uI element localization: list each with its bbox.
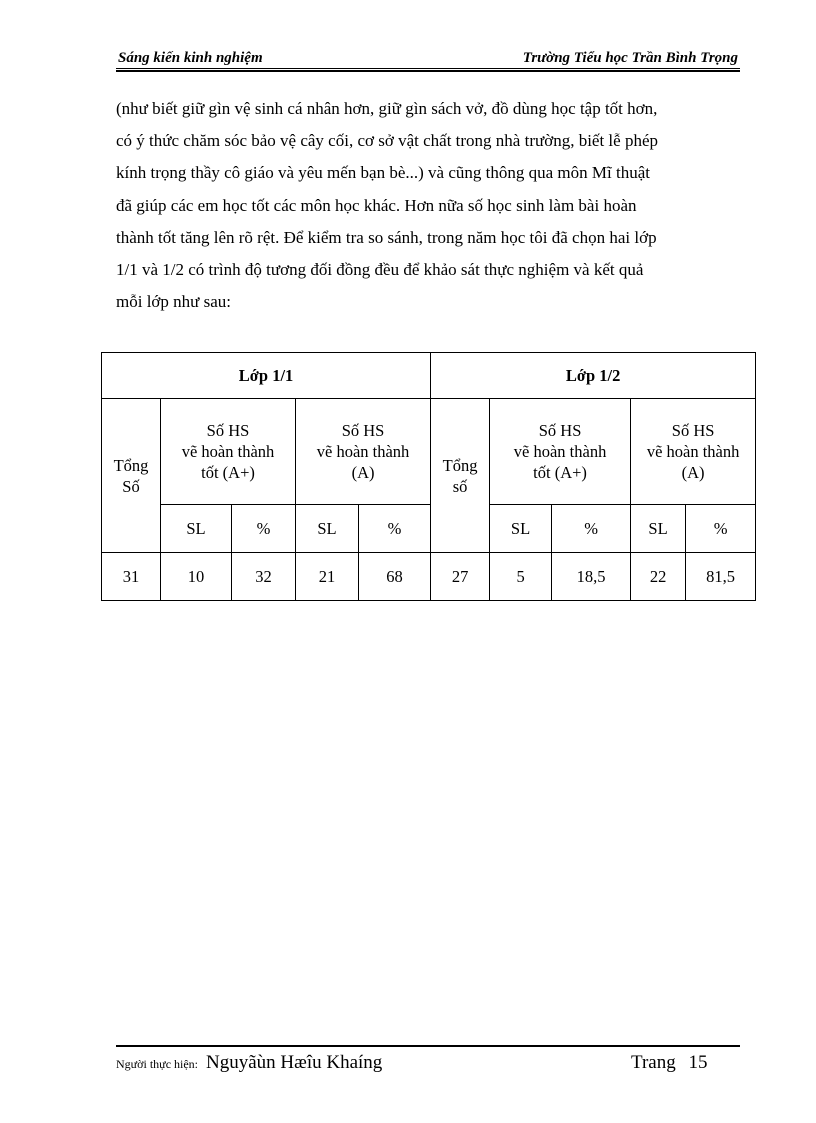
body-line: (như biết giữ gìn vệ sinh cá nhân hơn, giữ gìn sách vở, đồ dùng học tập tốt hơn, [116,99,658,118]
page-number-value: 15 [688,1052,708,1073]
header-divider-thick [116,70,740,72]
table-cell: 68 [359,553,431,601]
total-label: Tổng [113,455,149,475]
class-2-aplus-header [490,399,631,505]
column-header: % [232,505,296,553]
class-header-row [102,353,756,399]
table-cell: 27 [431,553,490,601]
group-label: Số HS [538,421,582,440]
footer-divider [116,1045,740,1047]
group-header-row [102,399,756,505]
author-label: Người thực hiện: [116,1057,199,1071]
table-cell: 5 [490,553,552,601]
body-line: có ý thức chăm sóc bảo vệ cây cối, cơ sở vật chất trong nhà trường, biết lễ phép [116,131,658,151]
table-row [102,553,756,601]
table-cell: 31 [102,553,161,601]
column-header: % [552,505,631,553]
table-cell: 18,5 [552,553,631,601]
table-cell: 32 [232,553,296,601]
group-label: Số HS [206,421,250,440]
header-title-left: Sáng kiến kinh nghiệm [118,50,263,66]
body-line: kính trọng thầy cô giáo và yêu mến bạn bè...) và cũng thông qua môn Mĩ thuật [116,163,650,183]
page-number [631,1052,707,1074]
class-1-aplus-header [161,399,296,505]
group-label: vẽ hoàn thành [316,442,410,461]
class-1-header: Lớp 1/1 [102,353,431,399]
group-label: tốt (A+) [201,463,255,482]
column-header: % [686,505,756,553]
column-header: SL [296,505,359,553]
group-label: vẽ hoàn thành [513,442,607,461]
group-label: vẽ hoàn thành [181,442,275,461]
header-divider [116,68,740,69]
table-cell: 81,5 [686,553,756,601]
body-line: đã giúp các em học tốt các môn học khác. Hơn nữa số học sinh làm bài hoàn [116,195,637,215]
group-label: vẽ hoàn thành [646,442,740,461]
results-table [101,352,756,601]
page-label: Trang [631,1052,676,1073]
subheader-row [102,505,756,553]
class-1-a-header [296,399,431,505]
class-2-header: Lớp 1/2 [431,353,756,399]
column-header: SL [490,505,552,553]
header-title-right: Trường Tiểu học Trần Bình Trọng [522,50,738,66]
author-name: Nguyãùn Hæîu Khaíng [206,1052,383,1073]
table-cell: 22 [631,553,686,601]
total-label: Tổng [442,455,478,475]
group-label: tốt (A+) [533,463,587,482]
group-label: (A) [681,463,705,482]
class-2-total-header [431,399,490,553]
page-header [116,50,740,70]
group-label: Số HS [671,421,715,440]
table-cell: 10 [161,553,232,601]
group-label: Số HS [341,421,385,440]
table-cell: 21 [296,553,359,601]
column-header: % [359,505,431,553]
body-paragraph [116,93,739,318]
class-1-total-header [102,399,161,553]
body-line: mỗi lớp như sau: [116,292,232,312]
group-label: (A) [351,463,375,482]
column-header: SL [161,505,232,553]
class-2-a-header [631,399,756,505]
total-label: số [452,476,468,496]
body-line: 1/1 và 1/2 có trình độ tương đối đồng đều để khảo sát thực nghiệm và kết quả [116,260,644,280]
column-header: SL [631,505,686,553]
total-label: Số [122,476,140,496]
body-line: thành tốt tăng lên rõ rệt. Để kiểm tra so sánh, trong năm học tôi đã chọn hai lớp [116,227,657,247]
footer-author [116,1052,382,1074]
